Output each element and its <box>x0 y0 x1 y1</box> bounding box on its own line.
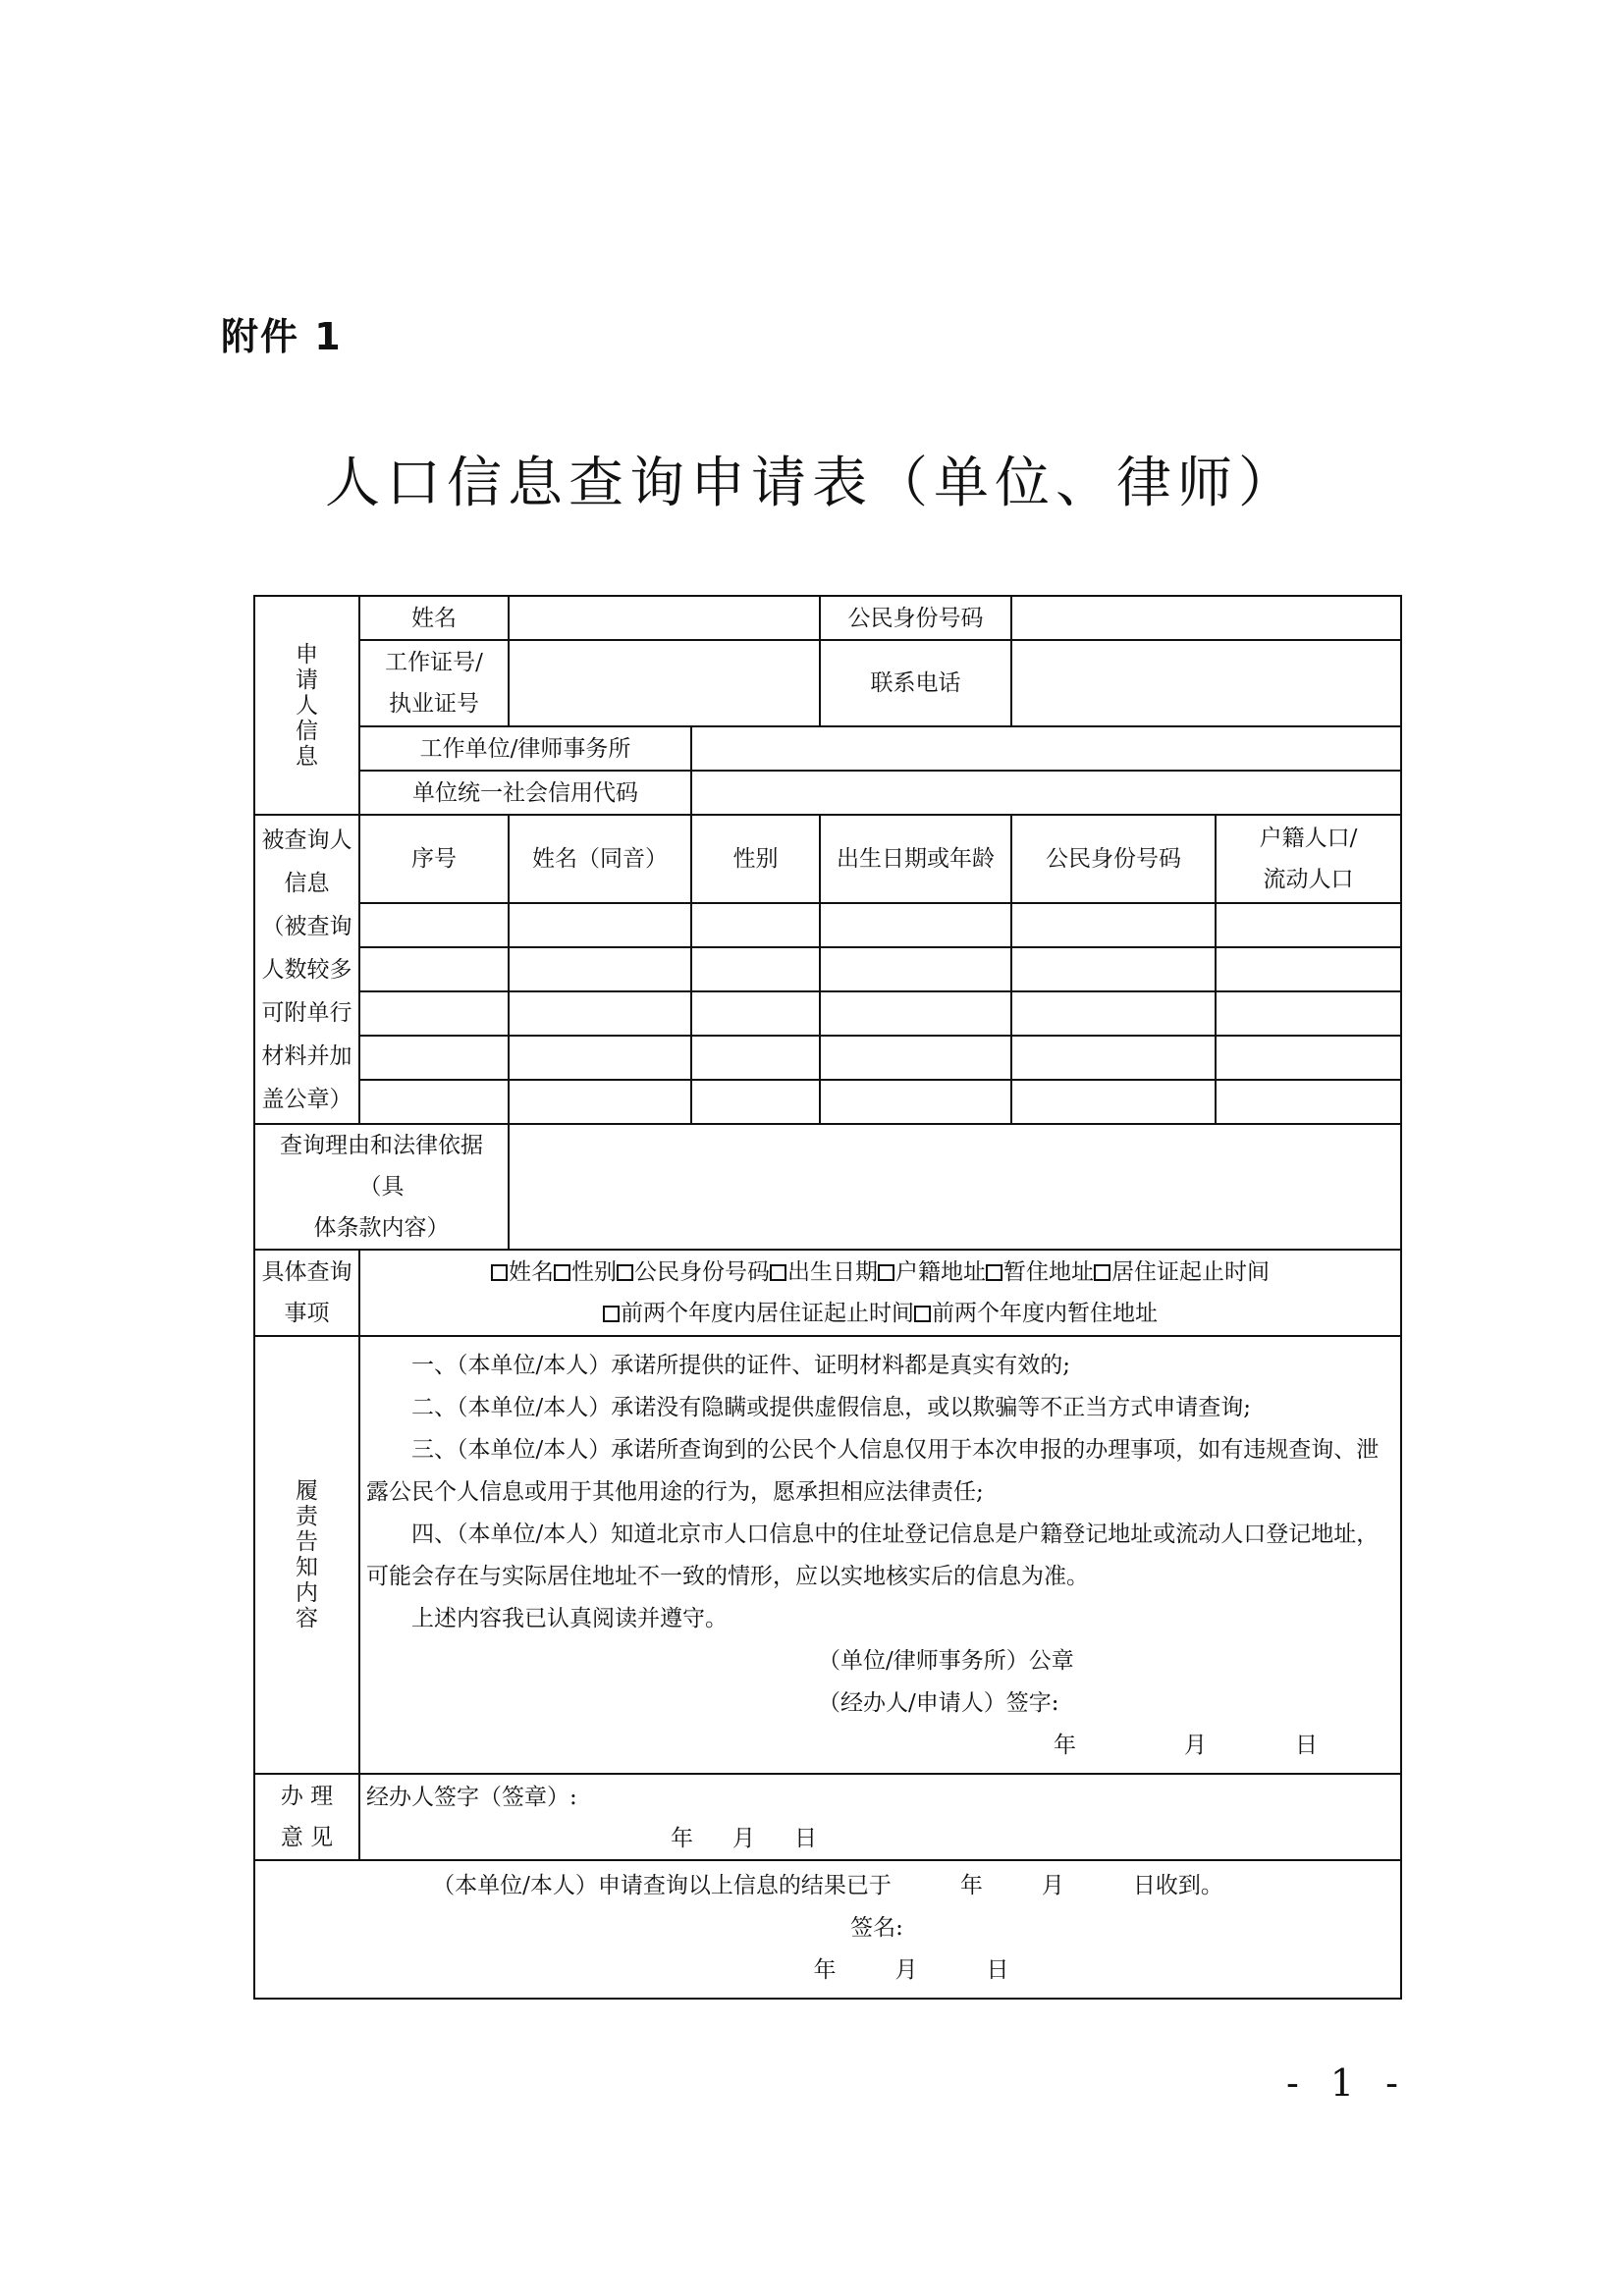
table-cell[interactable] <box>691 947 820 991</box>
table-cell[interactable] <box>820 1080 1011 1124</box>
applicant-section-label: 申请人信息 <box>254 596 359 815</box>
table-cell[interactable] <box>509 991 691 1036</box>
table-cell[interactable] <box>359 1080 509 1124</box>
opinion-label: 办 理 意 见 <box>254 1774 359 1860</box>
duty-label: 履责告知内容 <box>254 1336 359 1774</box>
table-cell[interactable] <box>1216 947 1401 991</box>
table-row <box>254 1036 1401 1080</box>
reason-label: 查询理由和法律依据（具 体条款内容） <box>254 1124 509 1250</box>
checkbox-icon <box>986 1264 1002 1281</box>
query-items-line-2 <box>366 1293 1394 1334</box>
item-id-checkbox[interactable]: 公民身份号码 <box>617 1259 770 1285</box>
checkbox-icon <box>878 1264 894 1281</box>
column-header-gender: 性别 <box>691 815 820 903</box>
column-header-residence-type: 户籍人口/ 流动人口 <box>1216 815 1401 903</box>
checkbox-icon <box>914 1306 931 1322</box>
duty-content <box>359 1336 1401 1774</box>
item-household-address-checkbox[interactable]: 户籍地址 <box>878 1259 986 1285</box>
table-cell[interactable] <box>509 1080 691 1124</box>
duty-paragraph-1: 一、（本单位/本人）承诺所提供的证件、证明材料都是真实有效的; <box>411 1353 1070 1378</box>
duty-paragraph-4: 四、（本单位/本人）知道北京市人口信息中的住址登记信息是户籍登记地址或流动人口登记地址，可能会存在与实际居住地址不一致的情形，应以实地核实后的信息为准。 <box>366 1522 1380 1589</box>
receipt-signature-label: 签名: <box>850 1915 903 1941</box>
table-row <box>254 991 1401 1036</box>
queried-section-label: 被查询人 信息 （被查询 人数较多 可附单行 材料并加 盖公章） <box>254 815 359 1124</box>
signature-label: （经办人/申请人）签字: <box>818 1690 1059 1716</box>
duty-paragraph-2: 二、（本单位/本人）承诺没有隐瞒或提供虚假信息，或以欺骗等不正当方式申请查询; <box>411 1395 1251 1420</box>
table-cell[interactable] <box>820 947 1011 991</box>
item-name-checkbox[interactable]: 姓名 <box>491 1259 554 1285</box>
unit-field[interactable] <box>691 726 1401 771</box>
credit-code-label: 单位统一社会信用代码 <box>359 771 691 815</box>
checkbox-icon <box>1094 1264 1110 1281</box>
table-cell[interactable] <box>359 1036 509 1080</box>
column-header-seq: 序号 <box>359 815 509 903</box>
item-permit-period-checkbox[interactable]: 居住证起止时间 <box>1094 1259 1270 1285</box>
item-gender-checkbox[interactable]: 性别 <box>554 1259 617 1285</box>
applicant-id-field[interactable] <box>1011 596 1401 640</box>
opinion-date: 年 月 日 <box>671 1826 817 1851</box>
opinion-content[interactable] <box>359 1774 1401 1860</box>
applicant-name-field[interactable] <box>509 596 820 640</box>
reason-field[interactable] <box>509 1124 1401 1250</box>
table-row <box>254 1080 1401 1124</box>
receipt-line: （本单位/本人）申请查询以上信息的结果已于 年 月 日收到。 <box>432 1873 1223 1898</box>
query-items <box>359 1250 1401 1336</box>
table-cell[interactable] <box>359 947 509 991</box>
table-cell[interactable] <box>509 903 691 947</box>
table-cell[interactable] <box>820 1036 1011 1080</box>
table-row <box>254 903 1401 947</box>
table-cell[interactable] <box>1011 1036 1216 1080</box>
table-cell[interactable] <box>359 903 509 947</box>
id-number-label: 公民身份号码 <box>820 596 1011 640</box>
item-temp-address-checkbox[interactable]: 暂住地址 <box>986 1259 1094 1285</box>
work-id-label: 工作证号/ 执业证号 <box>359 640 509 726</box>
application-form-table <box>253 595 1402 2000</box>
duty-date: 年 月 日 <box>1054 1733 1318 1758</box>
table-cell[interactable] <box>1011 903 1216 947</box>
name-label: 姓名 <box>359 596 509 640</box>
table-cell[interactable] <box>1011 1080 1216 1124</box>
work-id-field[interactable] <box>509 640 820 726</box>
table-cell[interactable] <box>691 903 820 947</box>
phone-label: 联系电话 <box>820 640 1011 726</box>
receipt-date: 年 月 日 <box>813 1957 1009 1983</box>
item-birth-checkbox[interactable]: 出生日期 <box>770 1259 878 1285</box>
receipt-section <box>254 1860 1401 1999</box>
attachment-label: 附件 1 <box>221 315 343 358</box>
table-cell[interactable] <box>820 991 1011 1036</box>
table-cell[interactable] <box>509 1036 691 1080</box>
page-number: - 1 - <box>1286 2061 1409 2105</box>
column-header-name: 姓名（同音） <box>509 815 691 903</box>
credit-code-field[interactable] <box>691 771 1401 815</box>
item-temp-address-two-years-checkbox[interactable]: 前两个年度内暂住地址 <box>914 1301 1158 1326</box>
seal-label: （单位/律师事务所）公章 <box>818 1648 1074 1674</box>
table-row <box>254 947 1401 991</box>
table-cell[interactable] <box>1216 991 1401 1036</box>
checkbox-icon <box>603 1306 620 1322</box>
table-cell[interactable] <box>820 903 1011 947</box>
opinion-signature-label: 经办人签字（签章）: <box>366 1785 577 1810</box>
item-permit-two-years-checkbox[interactable]: 前两个年度内居住证起止时间 <box>603 1301 914 1326</box>
checkbox-icon <box>770 1264 786 1281</box>
table-cell[interactable] <box>359 991 509 1036</box>
column-header-id: 公民身份号码 <box>1011 815 1216 903</box>
table-cell[interactable] <box>509 947 691 991</box>
table-cell[interactable] <box>691 1036 820 1080</box>
unit-label: 工作单位/律师事务所 <box>359 726 691 771</box>
phone-field[interactable] <box>1011 640 1401 726</box>
column-header-birth: 出生日期或年龄 <box>820 815 1011 903</box>
table-cell[interactable] <box>1216 903 1401 947</box>
table-cell[interactable] <box>691 1080 820 1124</box>
items-label: 具体查询 事项 <box>254 1250 359 1336</box>
checkbox-icon <box>617 1264 633 1281</box>
table-cell[interactable] <box>1011 947 1216 991</box>
form-title: 人口信息查询申请表（单位、律师） <box>325 452 1299 515</box>
checkbox-icon <box>554 1264 570 1281</box>
duty-paragraph-3: 三、（本单位/本人）承诺所查询到的公民个人信息仅用于本次申报的办理事项，如有违规查询、泄露公民个人信息或用于其他用途的行为，愿承担相应法律责任; <box>366 1437 1380 1505</box>
duty-paragraph-5: 上述内容我已认真阅读并遵守。 <box>411 1606 728 1631</box>
table-cell[interactable] <box>691 991 820 1036</box>
query-items-line-1 <box>366 1252 1394 1293</box>
table-cell[interactable] <box>1011 991 1216 1036</box>
checkbox-icon <box>491 1264 508 1281</box>
table-cell[interactable] <box>1216 1036 1401 1080</box>
table-cell[interactable] <box>1216 1080 1401 1124</box>
